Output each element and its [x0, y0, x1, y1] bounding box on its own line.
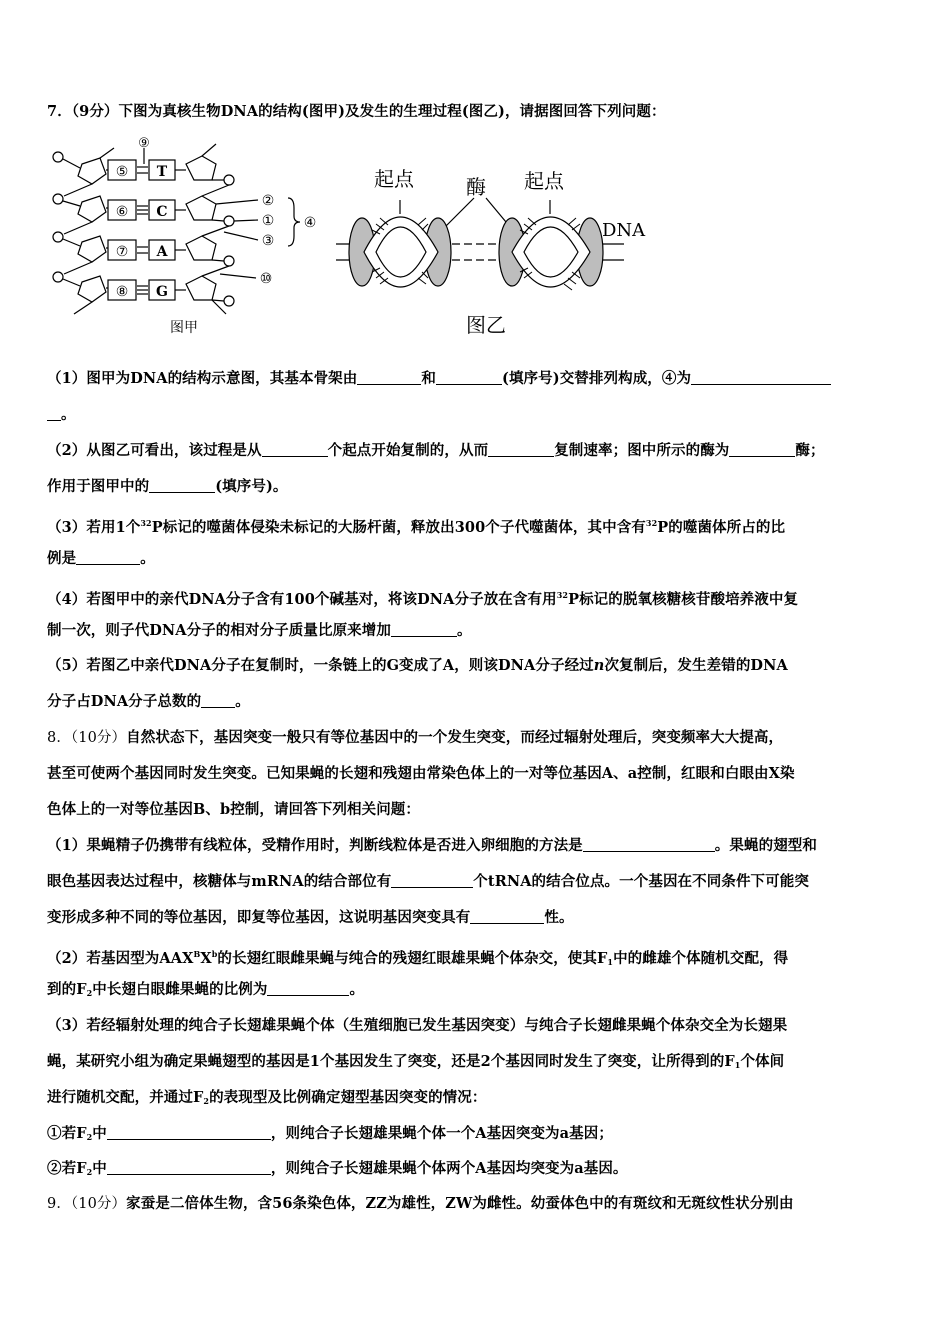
answer-blank[interactable] [149, 478, 215, 493]
label-2: ② [261, 193, 275, 209]
answer-blank[interactable] [262, 442, 328, 457]
q8-part1-cont: 眼色基因表达过程中，核糖体与mRNA的结合部位有 个tRNA的结合位点。一个基因在不同条件下可能突 [47, 873, 809, 890]
q8-intro-line3: 色体上的一对等位基因B、b控制，请回答下列相关问题： [47, 801, 420, 818]
label-10: ⑩ [259, 271, 273, 287]
origin-right-label: 起点 [524, 169, 564, 193]
base-a: A [156, 244, 168, 260]
q7-part3-cont: 例是 。 [47, 550, 155, 567]
origin-left-label: 起点 [374, 167, 414, 191]
answer-blank[interactable] [47, 406, 61, 421]
q8-part2-cont: 到的$F_2$中长翅白眼雌果蝇的比例为 。 [47, 981, 365, 998]
q7-part4: （4）若图甲中的亲代DNA分子含有100个碱基对，将该DNA分子放在含有用$^{32}$P标记的脱氧核糖核苷酸培养液中复 [47, 590, 799, 608]
q8-part1-cont2: 变形成多种不同的等位基因，即复等位基因，这说明基因突变具有 性。 [47, 909, 574, 926]
q7-part2: （2）从图乙可看出，该过程是从 个起点开始复制的，从而 复制速率；图中所示的酶为 酶； [47, 442, 825, 459]
dna-replication-figure [334, 160, 664, 340]
answer-blank[interactable] [729, 442, 795, 457]
answer-blank[interactable] [583, 837, 715, 852]
q7-part1: （1）图甲为DNA的结构示意图，其基本骨架由 和 (填序号)交替排列构成，④为 [47, 369, 907, 389]
label-5: ⑤ [115, 164, 129, 180]
q7-part2-cont: 作用于图甲中的 (填序号)。 [47, 478, 288, 495]
q8-part2: （2）若基因型为$AAX^BX^b$的长翅红眼雌果蝇与纯合的残翅红眼雄果蝇个体杂交，使其$F_1$中的雌雄个体随机交配，得 [47, 949, 789, 967]
answer-blank[interactable] [391, 622, 457, 637]
label-7: ⑦ [115, 244, 129, 260]
answer-blank[interactable] [201, 693, 235, 708]
answer-blank[interactable] [470, 909, 544, 924]
q9-header: 9．（10分）家蚕是二倍体生物，含56条染色体，ZZ为雄性，ZW为雌性。幼蚕体色中的有斑纹和无斑纹性状分别由 [47, 1195, 794, 1212]
q8-part1: （1）果蝇精子仍携带有线粒体，受精作用时，判断线粒体是否进入卵细胞的方法是 。果蝇的翅型和 [47, 837, 817, 854]
q8-part3: （3）若经辐射处理的纯合子长翅雄果蝇个体（生殖细胞已发生基因突变）与纯合子长翅雌果蝇个体杂交全为长翅果 [47, 1017, 788, 1034]
label-8: ⑧ [115, 284, 129, 300]
label-3: ③ [261, 233, 275, 249]
q8-part3-cont2: 进行随机交配，并通过$F_2$的表现型及比例确定翅型基因突变的情况： [47, 1089, 487, 1106]
q7-header: 7．（9分）下图为真核生物DNA的结构(图甲)及发生的生理过程(图乙)，请据图回答下列问题： [47, 103, 666, 120]
q8-header: 8．（10分）自然状态下，基因突变一般只有等位基因中的一个发生突变，而经过辐射处理后，突变频率大大提高， [47, 729, 784, 746]
label-6: ⑥ [115, 204, 129, 220]
figure-yi-caption: 图乙 [466, 313, 506, 337]
answer-blank[interactable] [357, 370, 421, 385]
answer-blank[interactable] [436, 370, 502, 385]
q7-part5: （5）若图乙中亲代DNA分子在复制时，一条链上的G变成了A，则该DNA分子经过n次复制后，发生差错的DNA [47, 657, 788, 674]
label-4: ④ [303, 215, 317, 231]
dna-label: DNA [602, 220, 646, 241]
base-c: C [156, 204, 168, 220]
answer-blank[interactable] [107, 1160, 271, 1175]
q7-part1-cont: 。 [47, 405, 907, 425]
q8-part3-cont: 蝇，某研究小组为确定果蝇翅型的基因是1个基因发生了突变，还是2个基因同时发生了突变，让所得到的$F_1$个体间 [47, 1053, 785, 1070]
answer-blank[interactable] [488, 442, 554, 457]
answer-blank[interactable] [76, 550, 140, 565]
base-g: G [156, 284, 168, 300]
answer-blank[interactable] [391, 873, 473, 888]
enzyme-label: 酶 [466, 175, 486, 199]
answer-blank[interactable] [691, 370, 831, 385]
q7-part3: （3）若用1个$^{32}$P标记的噬菌体侵染未标记的大肠杆菌，释放出300个子代噬菌体，其中含有$^{32}$P的噬菌体所占的比 [47, 518, 786, 536]
q7-part4-cont: 制一次，则子代DNA分子的相对分子质量比原来增加 。 [47, 622, 472, 639]
q8-option2: ②若$F_2$中 ，则纯合子长翅雄果蝇个体两个A基因均突变为a基因。 [47, 1160, 628, 1177]
q8-option1: ①若$F_2$中 ，则纯合子长翅雄果蝇个体一个A基因突变为a基因； [47, 1125, 613, 1142]
label-1: ① [261, 213, 275, 229]
dna-structure-figure [44, 134, 334, 342]
answer-blank[interactable] [267, 981, 349, 996]
label-9: ⑨ [138, 136, 150, 151]
answer-blank[interactable] [107, 1125, 271, 1140]
q7-part5-cont: 分子占DNA分子总数的 。 [47, 693, 250, 710]
q8-intro-line2: 甚至可使两个基因同时发生突变。已知果蝇的长翅和残翅由常染色体上的一对等位基因A、a控制，红眼和白眼由X染 [47, 765, 795, 782]
figure-jia-caption: 图甲 [170, 320, 198, 336]
base-t: T [156, 164, 168, 180]
